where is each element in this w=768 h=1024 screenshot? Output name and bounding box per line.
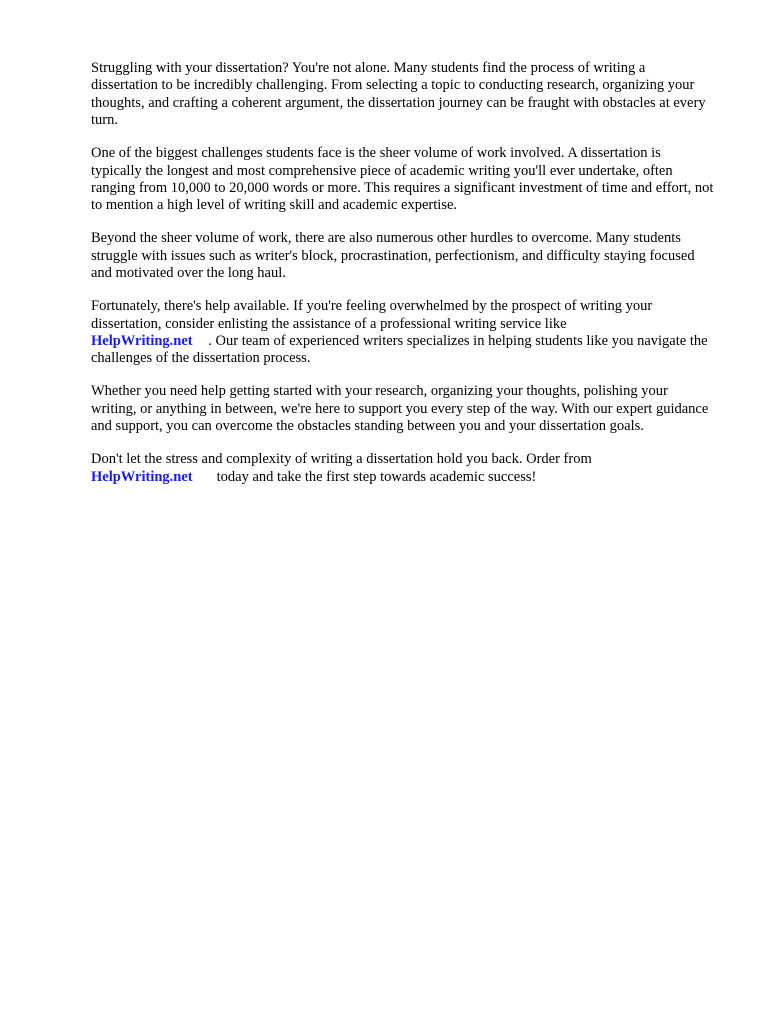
paragraph-help-text-after: . Our team of experienced writers specializes in helping students like you navigate the challenges of the dissertation process. bbox=[91, 333, 708, 367]
paragraph-challenges: One of the biggest challenges students face is the sheer volume of work involved. A dissertation is typically the longest and most comprehensive piece of academic writing you'll ever undertake, often ranging from 10,000 to 20,000 words or more. This requires a significant investment of time and effort, not to mention a high level of writing skill and academic expertise. bbox=[91, 145, 714, 214]
paragraph-hurdles: Beyond the sheer volume of work, there are also numerous other hurdles to overcome. Many students struggle with issues such as writer's block, procrastination, perfectionism, and difficulty staying focused and motivated over the long haul. bbox=[91, 230, 695, 282]
paragraph-help bbox=[91, 298, 715, 368]
helpwriting-order-link[interactable]: HelpWriting.net bbox=[91, 468, 193, 485]
cta-text-before: Don't let the stress and complexity of writing a dissertation hold you back. Order from bbox=[91, 451, 592, 468]
document-body bbox=[91, 60, 715, 502]
paragraph-call-to-action bbox=[91, 451, 715, 486]
helpwriting-link[interactable]: HelpWriting.net bbox=[91, 333, 193, 350]
paragraph-support: Whether you need help getting started with your research, organizing your thoughts, polishing your writing, or anything in between, we're here to support you every step of the way. With our expert guidance and support, you can overcome the obstacles standing between you and your dissertation goals. bbox=[91, 383, 709, 435]
paragraph-help-text-before: Fortunately, there's help available. If you're feeling overwhelmed by the prospect of writing your dissertation, consider enlisting the assistance of a professional writing service like bbox=[91, 298, 653, 332]
paragraph-intro: Struggling with your dissertation? You're not alone. Many students find the process of writing a dissertation to be incredibly challenging. From selecting a topic to conducting research, organizing your thoughts, and crafting a coherent argument, the dissertation journey can be fraught with obstacles at every turn. bbox=[91, 60, 706, 129]
cta-text-after: today and take the first step towards academic success! bbox=[216, 468, 537, 485]
